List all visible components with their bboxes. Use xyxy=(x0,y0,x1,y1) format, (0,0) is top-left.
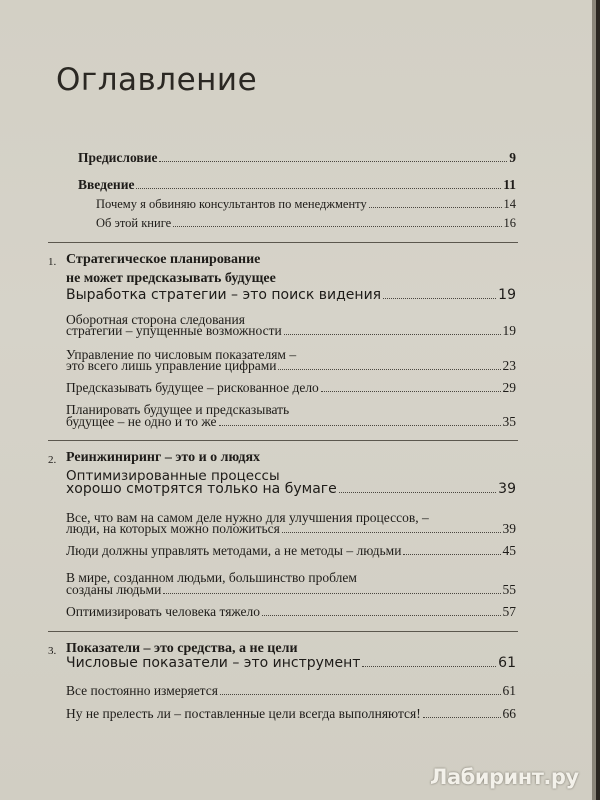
chapter-title-line: Показатели – это средства, а не цели xyxy=(66,641,298,656)
page-number: 45 xyxy=(502,543,516,558)
watermark-logo: Лабиринт.ру xyxy=(430,765,579,789)
leader-dots xyxy=(369,207,502,208)
leader-dots xyxy=(220,694,501,695)
entry-text: стратегии – упущенные возможности xyxy=(66,323,282,338)
page-number: 16 xyxy=(503,216,516,230)
entry-line: Планировать будущее и предсказывать xyxy=(66,402,290,417)
page-edge xyxy=(592,0,596,800)
page-number: 19 xyxy=(502,323,516,338)
entry-text: Почему я обвиняю консультантов по менеджменту xyxy=(96,197,367,211)
toc-entry xyxy=(66,358,516,374)
entry-text: Предисловие xyxy=(78,150,158,165)
toc-entry xyxy=(66,582,516,598)
entry-line: В мире, созданном людьми, большинство проблем xyxy=(66,570,357,585)
chapter-title-line: Реинжиниринг – это и о людях xyxy=(66,450,261,465)
entry-text: Об этой книге xyxy=(96,216,172,230)
entry-line: Оборотная сторона следования xyxy=(66,312,245,327)
toc-entry xyxy=(66,604,516,620)
page-number: 35 xyxy=(502,414,516,429)
page-number: 29 xyxy=(502,380,516,395)
leader-dots xyxy=(321,391,501,392)
entry-text: Предсказывать будущее – рискованное дело xyxy=(66,380,319,395)
chapter-title-line: не может предсказывать будущее xyxy=(66,271,276,286)
leader-dots xyxy=(284,334,501,335)
page-number: 61 xyxy=(502,683,516,698)
leader-dots xyxy=(159,161,507,162)
chapter-number: 2. xyxy=(48,454,57,466)
divider xyxy=(48,631,518,632)
toc-entry-preface xyxy=(78,150,516,166)
leader-dots xyxy=(383,298,496,299)
toc-entry xyxy=(66,414,516,430)
leader-dots xyxy=(219,425,501,426)
page-number: 57 xyxy=(502,604,516,619)
entry-line: Управление по числовым показателям – xyxy=(66,347,297,362)
page-number: 39 xyxy=(498,481,516,497)
leader-dots xyxy=(278,369,500,370)
leader-dots xyxy=(362,666,496,667)
page-number: 14 xyxy=(503,197,516,211)
page-number: 61 xyxy=(498,655,516,671)
entry-text: созданы людьми xyxy=(66,582,162,597)
page-number: 19 xyxy=(498,287,516,303)
page-number: 11 xyxy=(503,177,516,192)
entry-text: Оптимизировать человека тяжело xyxy=(66,604,261,619)
entry-text: Все постоянно измеряется xyxy=(66,683,218,698)
toc-entry xyxy=(66,521,516,537)
chapter-subtitle xyxy=(66,481,516,497)
toc-entry xyxy=(96,197,516,212)
chapter-subtitle xyxy=(66,655,516,671)
page-number: 23 xyxy=(502,358,516,373)
toc-entry xyxy=(66,323,516,339)
toc-entry xyxy=(66,683,516,699)
entry-text: будущее – не одно и то же xyxy=(66,414,217,429)
page-number: 9 xyxy=(509,150,516,165)
leader-dots xyxy=(173,226,501,227)
leader-dots xyxy=(163,593,500,594)
entry-text: Выработка стратегии – это поиск видения xyxy=(66,287,382,303)
entry-text: люди, на которых можно положиться xyxy=(66,521,280,536)
chapter-subtitle xyxy=(66,287,516,303)
leader-dots xyxy=(262,615,500,616)
page-title: Оглавление xyxy=(56,62,258,98)
chapter-number: 3. xyxy=(48,645,57,657)
entry-text: Ну не прелесть ли – поставленные цели всегда выполняются! xyxy=(66,706,421,721)
toc-entry xyxy=(96,216,516,231)
divider xyxy=(48,242,518,243)
leader-dots xyxy=(282,532,501,533)
toc-entry xyxy=(66,543,516,559)
page-number: 55 xyxy=(502,582,516,597)
entry-text: Люди должны управлять методами, а не методы – людьми xyxy=(66,543,402,558)
chapter-subtitle-line: Оптимизированные процессы xyxy=(66,468,280,484)
leader-dots xyxy=(136,188,501,189)
toc-entry-intro xyxy=(78,177,516,193)
entry-text: Числовые показатели – это инструмент xyxy=(66,655,361,671)
toc-entry xyxy=(66,380,516,396)
leader-dots xyxy=(403,554,500,555)
chapter-title-line: Стратегическое планирование xyxy=(66,252,261,267)
entry-line: Все, что вам на самом деле нужно для улучшения процессов, – xyxy=(66,510,429,525)
entry-text: это всего лишь управление цифрами xyxy=(66,358,277,373)
entry-text: Введение xyxy=(78,177,135,192)
page-number: 39 xyxy=(502,521,516,536)
toc-entry xyxy=(66,706,516,722)
chapter-number: 1. xyxy=(48,256,57,268)
page-number: 66 xyxy=(502,706,516,721)
entry-text: хорошо смотрятся только на бумаге xyxy=(66,481,337,497)
leader-dots xyxy=(423,717,501,718)
leader-dots xyxy=(339,492,496,493)
divider xyxy=(48,440,518,441)
